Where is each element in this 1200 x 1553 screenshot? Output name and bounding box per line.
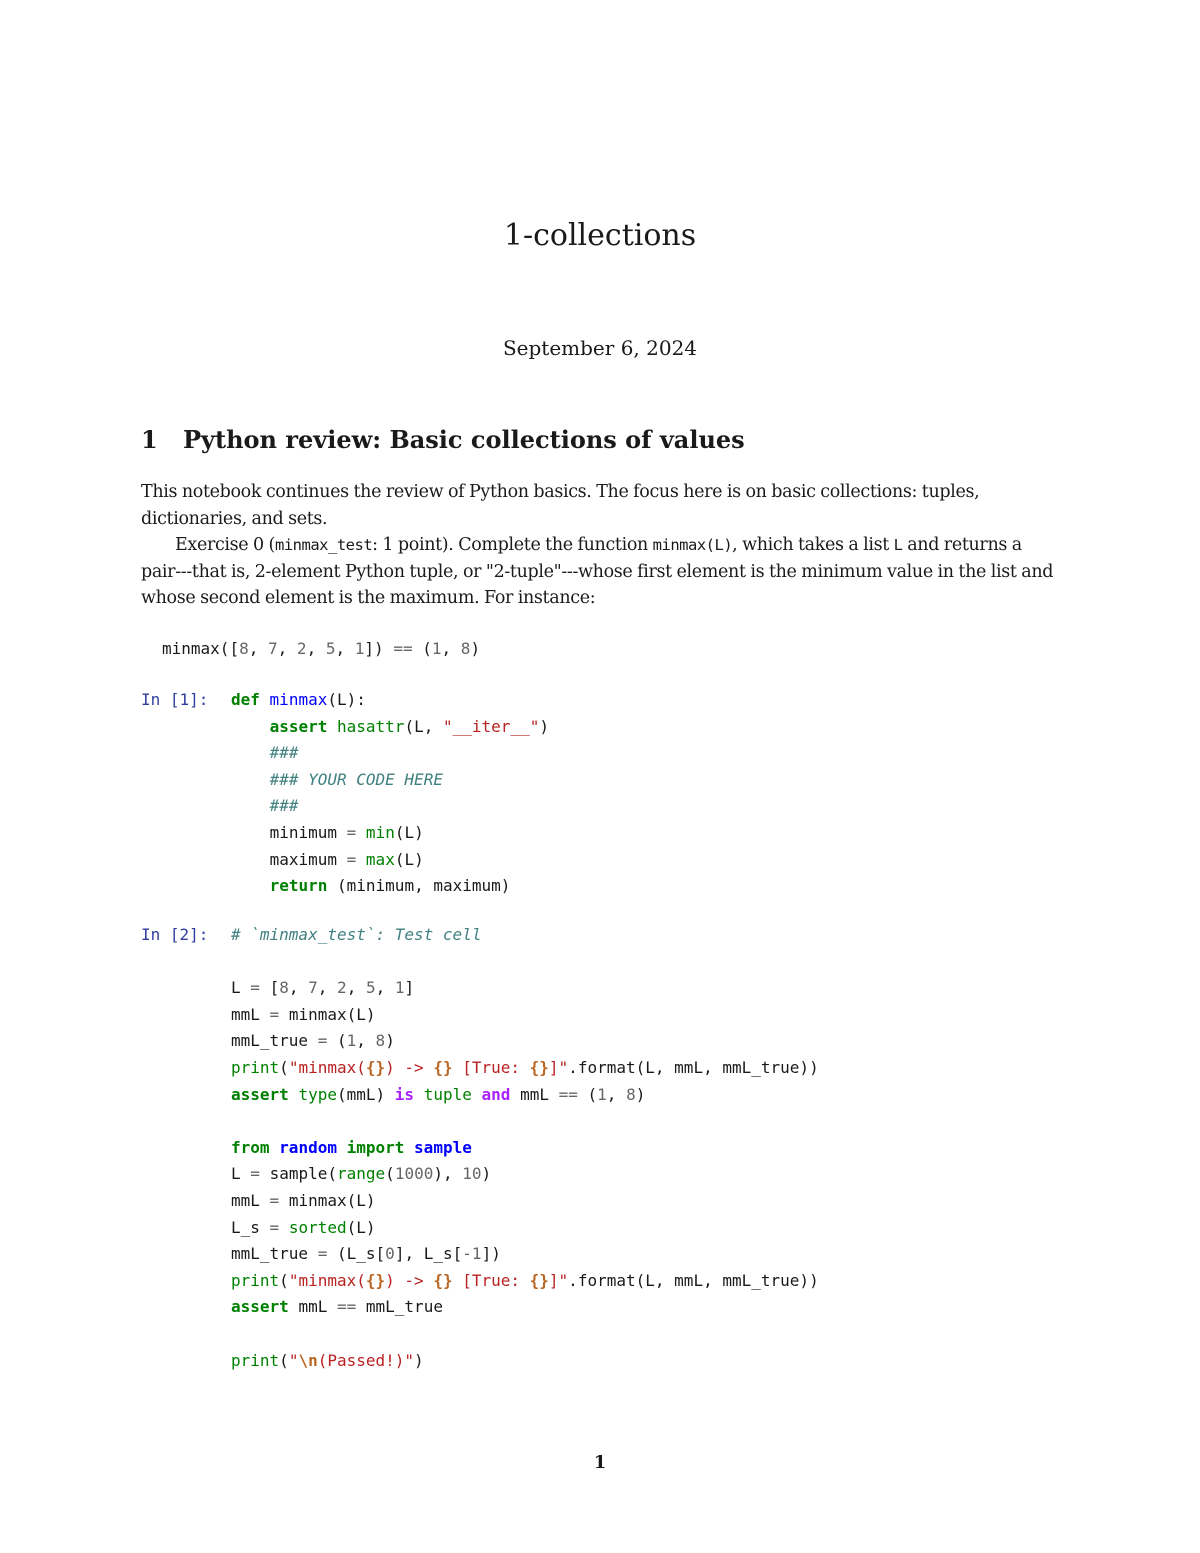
cell-1-code[interactable]: def minmax(L): assert hasattr(L, "__iter__") ### ### YOUR CODE HERE ### minimum = min(L) maximum = max(L) return (minimum, maximum) xyxy=(231,690,549,896)
exercise-list-var: L xyxy=(893,536,903,554)
cell-2-prompt: In [2]: xyxy=(141,925,209,944)
section-title: Python review: Basic collections of values xyxy=(183,425,745,454)
exercise-description: and returns a pair---that is, 2-element Python tuple, or "2-tuple"---whose first element is the minimum value in the list and whose second element is the maximum. For instance: xyxy=(141,535,1054,608)
cell-2-code[interactable]: # `minmax_test`: Test cell L = [8, 7, 2, 5, 1] mmL = minmax(L) mmL_true = (1, 8) print("minmax({}) -> {} [True: {}]".format(L, mmL, mmL_true)) assert type(mmL) is tuple and mmL == (1, 8) from random import sample L = sample(range(1000), 10) mmL = minmax(L) L_s = sorted(L) mmL_true = (L_s[0], L_s[-1]) print("minmax({}) -> {} [True: {}]".format(L, mmL, mmL_true)) assert mmL == mmL_true print("\n(Passed!)") xyxy=(231,925,819,1370)
intro-paragraph: This notebook continues the review of Python basics. The focus here is on basic collections: tuples, dictionaries, and sets. xyxy=(141,482,980,529)
exercise-function-signature: minmax(L) xyxy=(652,536,733,554)
section-heading xyxy=(141,422,745,458)
document-title: 1-collections xyxy=(503,218,697,253)
page-number: 1 xyxy=(593,1452,607,1473)
intro-text-block xyxy=(141,479,1066,612)
document-date: September 6, 2024 xyxy=(502,336,698,360)
exercise-paragraph xyxy=(141,532,1066,612)
section-number: 1 xyxy=(141,425,158,454)
exercise-label: Exercise 0 ( xyxy=(175,535,275,555)
example-code-line: minmax([8, 7, 2, 5, 1]) == (1, 8) xyxy=(162,639,481,658)
exercise-points: : 1 point). Complete the function xyxy=(372,535,653,555)
cell-1-prompt: In [1]: xyxy=(141,690,209,709)
exercise-takes: , which takes a list xyxy=(732,535,894,555)
exercise-test-name: minmax_test xyxy=(275,536,373,554)
